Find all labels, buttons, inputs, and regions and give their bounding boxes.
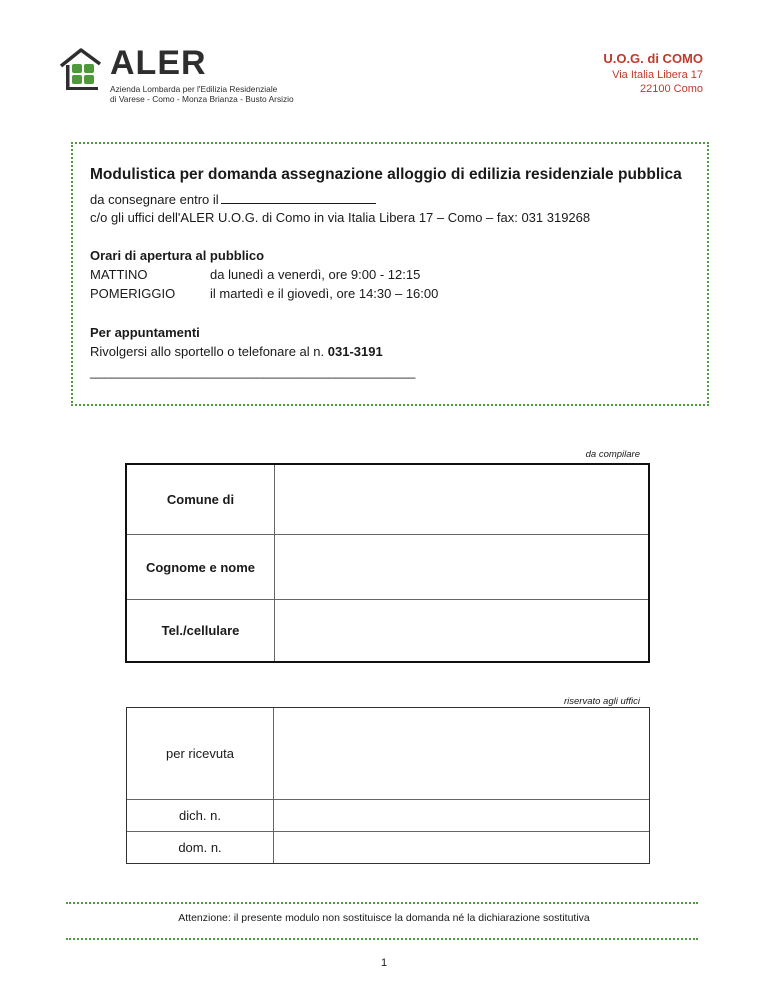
name-field[interactable] bbox=[275, 535, 648, 599]
office-header bbox=[603, 50, 703, 96]
afternoon-label: POMERIGGIO bbox=[90, 286, 176, 301]
appointments-text: Rivolgersi allo sportello o telefonare al n. bbox=[90, 344, 325, 359]
comune-label: Comune di bbox=[127, 465, 275, 534]
declaration-number-field[interactable] bbox=[274, 800, 649, 831]
hours-heading: Orari di apertura al pubblico bbox=[90, 248, 265, 263]
table-row bbox=[127, 708, 649, 800]
fill-in-note: da compilare bbox=[585, 449, 640, 460]
morning-label: MATTINO bbox=[90, 267, 148, 282]
logo-subtitle-line2: di Varese - Como - Monza Brianza - Busto Arsizio bbox=[110, 94, 294, 104]
page-number: 1 bbox=[380, 957, 388, 969]
aler-logo-icon bbox=[58, 46, 104, 92]
office-address-line2: 22100 Como bbox=[640, 83, 703, 95]
info-separator: _____________________________________________ bbox=[90, 364, 416, 379]
location-line: c/o gli uffici dell'ALER U.O.G. di Como in via Italia Libera 17 – Como – fax: 031 319268 bbox=[90, 210, 591, 225]
table-row bbox=[127, 600, 648, 661]
appointments-heading: Per appuntamenti bbox=[90, 325, 200, 340]
logo-name: ALER bbox=[110, 44, 207, 82]
comune-field[interactable] bbox=[275, 465, 648, 534]
application-number-label: dom. n. bbox=[127, 832, 274, 863]
table-row bbox=[127, 465, 648, 535]
appointments-phone: 031-3191 bbox=[327, 344, 383, 359]
office-use-note: riservato agli uffici bbox=[563, 696, 640, 707]
phone-field[interactable] bbox=[275, 600, 648, 661]
deliver-by-label: da consegnare entro il bbox=[90, 192, 219, 207]
deliver-by-date-blank[interactable] bbox=[221, 189, 376, 204]
office-address-line1: Via Italia Libera 17 bbox=[612, 69, 703, 81]
applicant-table bbox=[125, 463, 650, 663]
morning-hours: da lunedì a venerdì, ore 9:00 - 12:15 bbox=[210, 267, 421, 282]
receipt-label: per ricevuta bbox=[127, 708, 274, 799]
footer-divider-bottom bbox=[66, 938, 698, 940]
deliver-by-line bbox=[90, 189, 376, 209]
afternoon-hours: il martedì e il giovedì, ore 14:30 – 16:00 bbox=[210, 286, 439, 301]
office-name: U.O.G. di COMO bbox=[603, 51, 703, 66]
footer-divider-top bbox=[66, 902, 698, 904]
receipt-field[interactable] bbox=[274, 708, 649, 799]
form-title: Modulistica per domanda assegnazione alloggio di edilizia residenziale pubblica bbox=[90, 166, 682, 183]
declaration-number-label: dich. n. bbox=[127, 800, 274, 831]
office-use-table bbox=[126, 707, 650, 864]
table-row bbox=[127, 535, 648, 600]
appointments-line bbox=[90, 342, 383, 361]
logo-subtitle-line1: Azienda Lombarda per l'Edilizia Residenziale bbox=[110, 84, 278, 94]
application-number-field[interactable] bbox=[274, 832, 649, 863]
footer-notice: Attenzione: il presente modulo non sostituisce la domanda né la dichiarazione sostitutiva bbox=[178, 912, 590, 924]
phone-label: Tel./cellulare bbox=[127, 600, 275, 661]
name-label: Cognome e nome bbox=[127, 535, 275, 599]
table-row bbox=[127, 832, 649, 863]
table-row bbox=[127, 800, 649, 832]
